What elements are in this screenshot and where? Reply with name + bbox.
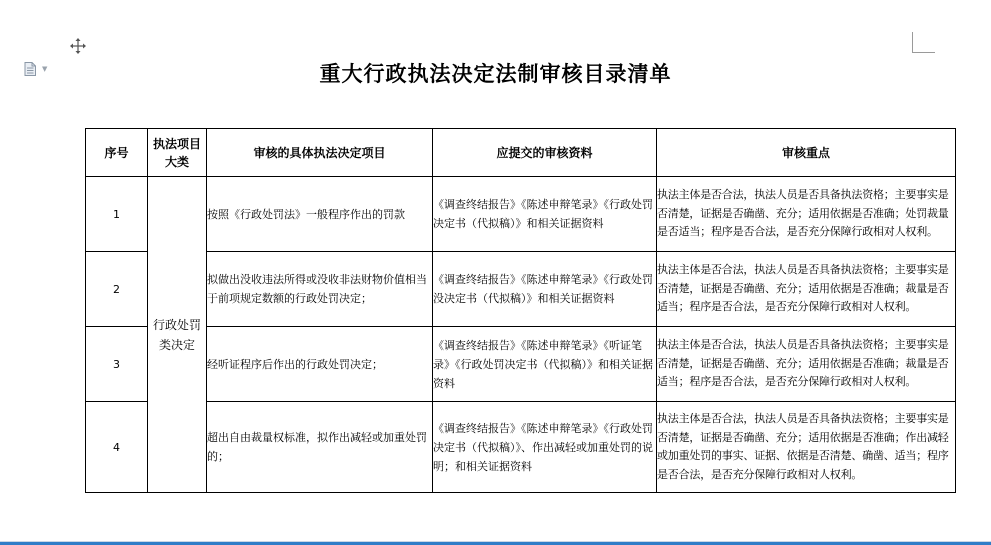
header-index: 序号 — [86, 129, 148, 177]
row-key-points: 执法主体是否合法，执法人员是否具备执法资格；主要事实是否清楚，证据是否确凿、充分；适用依据是否准确；处罚裁量是否适当；程序是否合法，是否充分保障行政相对人权利。 — [657, 177, 956, 252]
row-index: 1 — [86, 177, 148, 252]
audit-catalog-table — [85, 128, 956, 493]
header-category: 执法项目大类 — [148, 129, 207, 177]
row-item: 超出自由裁量权标准，拟作出减轻或加重处罚的； — [207, 402, 433, 493]
row-item: 经听证程序后作出的行政处罚决定； — [207, 327, 433, 402]
table-move-handle-icon[interactable] — [70, 38, 86, 54]
row-key-points: 执法主体是否合法，执法人员是否具备执法资格；主要事实是否清楚，证据是否确凿、充分；适用依据是否准确；裁量是否适当；程序是否合法，是否充分保障行政相对人权利。 — [657, 252, 956, 327]
row-key-points: 执法主体是否合法，执法人员是否具备执法资格；主要事实是否清楚，证据是否确凿、充分；适用依据是否准确；裁量是否适当；程序是否合法，是否充分保障行政相对人权利。 — [657, 327, 956, 402]
table-row — [86, 327, 956, 402]
row-materials: 《调查终结报告》《陈述申辩笔录》《行政处罚决定书（代拟稿）》、作出减轻或加重处罚的说明；和相关证据资料 — [433, 402, 657, 493]
table-row — [86, 177, 956, 252]
row-index: 2 — [86, 252, 148, 327]
row-key-points: 执法主体是否合法，执法人员是否具备执法资格；主要事实是否清楚，证据是否确凿、充分；适用依据是否准确；作出减轻或加重处罚的事实、证据、依据是否清楚、确凿、适当；程序是否合法，是否充分保障行政相对人权利。 — [657, 402, 956, 493]
row-materials: 《调查终结报告》《陈述申辩笔录》《行政处罚没决定书（代拟稿）》和相关证据资料 — [433, 252, 657, 327]
row-item: 按照《行政处罚法》一般程序作出的罚款 — [207, 177, 433, 252]
row-item: 拟做出没收违法所得或没收非法财物价值相当于前项规定数额的行政处罚决定； — [207, 252, 433, 327]
row-materials: 《调查终结报告》《陈述申辩笔录》《听证笔录》《行政处罚决定书（代拟稿）》和相关证据资料 — [433, 327, 657, 402]
header-materials: 应提交的审核资料 — [433, 129, 657, 177]
table-row — [86, 402, 956, 493]
row-index: 3 — [86, 327, 148, 402]
page-margin-corner-mark — [912, 32, 935, 53]
row-materials: 《调查终结报告》《陈述申辩笔录》《行政处罚决定书（代拟稿）》和相关证据资料 — [433, 177, 657, 252]
table-header-row — [86, 129, 956, 177]
table-row — [86, 252, 956, 327]
header-key-points: 审核重点 — [657, 129, 956, 177]
chevron-down-icon[interactable]: ▼ — [42, 65, 48, 73]
header-item: 审核的具体执法决定项目 — [207, 129, 433, 177]
category-cell: 行政处罚类决定 — [148, 177, 207, 493]
page-title: 重大行政执法决定法制审核目录清单 — [319, 61, 672, 86]
row-index: 4 — [86, 402, 148, 493]
